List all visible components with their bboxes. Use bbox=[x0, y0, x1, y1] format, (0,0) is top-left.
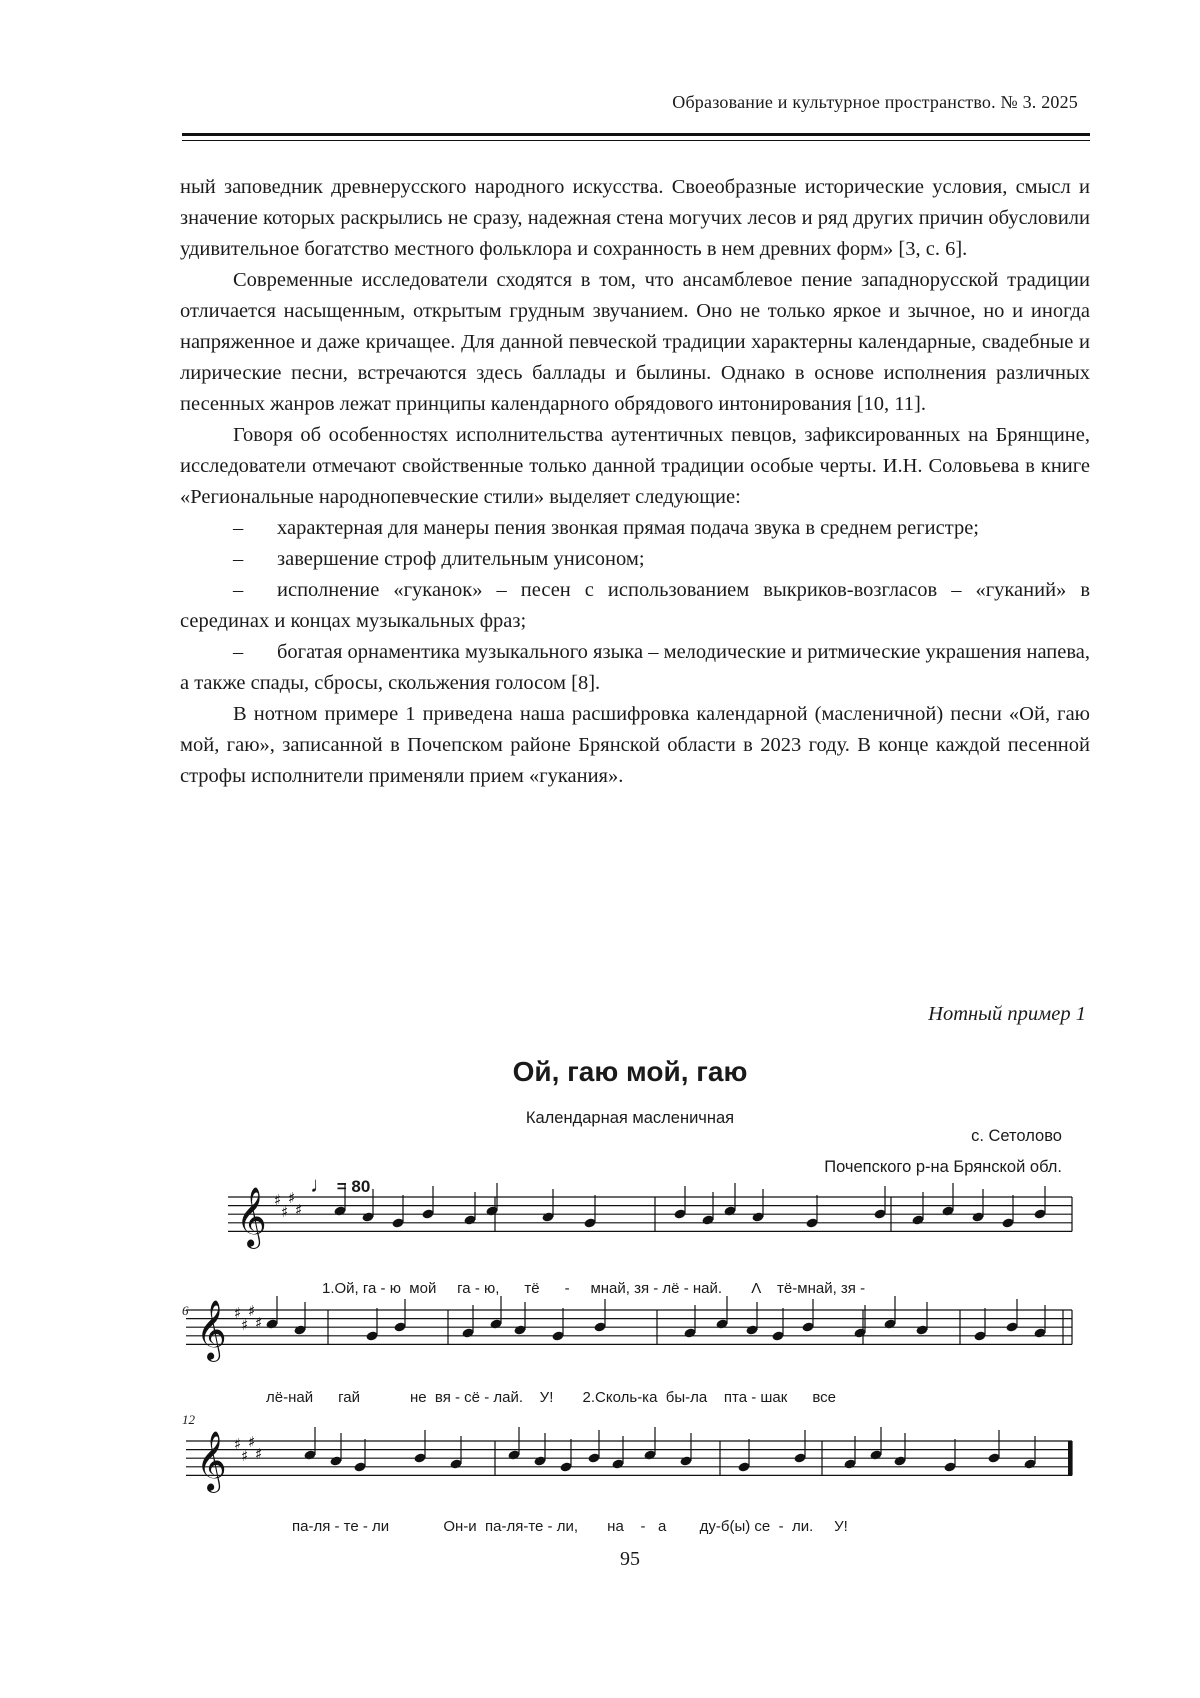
paragraph: Говоря об особенностях исполнительства аутентичных певцов, зафиксированных на Брянщине, исследователи отмечают свойственные только данной традиции особые черты. И.Н. Соловьева в книге «Региональные народнопевческие стили» выделяет следующие: bbox=[180, 424, 1090, 508]
list-item-text: характерная для манеры пения звонкая прямая подача звука в среднем регистре; bbox=[277, 517, 980, 539]
sharp-icon: ♯ bbox=[241, 1447, 249, 1465]
lyrics-line: лё-най гай не вя - сё - лай. У! 2.Сколь-ка бы-ла пта - шак все bbox=[266, 1389, 836, 1406]
recording-place-region: Почепского р-на Брянской обл. bbox=[824, 1158, 1062, 1176]
paragraph: ный заповедник древнерусского народного искусства. Своеобразные исторические условия, смысл и значение которых раскрылись не сразу, надежная стена могучих лесов и ряд других причин обусловили удивительное богатство местного фольклора и сохранность в нем древних форм» [3, с. 6]. bbox=[180, 176, 1090, 260]
sharp-icon: ♯ bbox=[241, 1316, 249, 1334]
dash-marker: – bbox=[233, 517, 244, 539]
sharp-icon: ♯ bbox=[281, 1203, 289, 1221]
lyrics-line: па-ля - те - ли Он-и па-ля-те - ли, на - а ду-б(ы) се - ли. У! bbox=[292, 1518, 848, 1535]
dash-marker: – bbox=[233, 548, 244, 570]
sharp-icon: ♯ bbox=[234, 1435, 242, 1453]
treble-clef-icon: 𝄞 bbox=[196, 1300, 227, 1360]
sharp-icon: ♯ bbox=[248, 1433, 256, 1451]
measure-number: 6 bbox=[182, 1303, 189, 1318]
tempo-value: = 80 bbox=[336, 1177, 371, 1196]
dash-marker: – bbox=[233, 641, 244, 663]
sharp-icon: ♯ bbox=[255, 1445, 263, 1463]
paragraph: В нотном примере 1 приведена наша расшифровка календарной (масленичной) песни «Ой, гаю мой, гаю», записанной в Почепском районе Брянской области в 2023 году. В конце каждой песенной строфы исполнители применяли прием «гукания». bbox=[180, 703, 1090, 787]
sharp-icon: ♯ bbox=[274, 1191, 282, 1209]
list-item-text: исполнение «гуканок» – песен с использованием выкриков-возгласов – «гуканий» в серединах и концах музыкальных фраз; bbox=[180, 579, 1090, 632]
treble-clef-icon: 𝄞 bbox=[236, 1187, 267, 1247]
paragraph: Современные исследователи сходятся в том, что ансамблевое пение западнорусской традиции отличается насыщенным, открытым грудным звучанием. Оно не только яркое и зычное, но и иногда напряженное и даже кричащее. Для данной певческой традиции характерны календарные, свадебные и лирические песни, встречаются здесь баллады и былины. Однако в основе исполнения различных песенных жанров лежат принципы календарного обрядового интонирования [10, 11]. bbox=[180, 269, 1090, 415]
example-label: Нотный пример 1 bbox=[928, 1003, 1086, 1025]
sharp-icon: ♯ bbox=[248, 1302, 256, 1320]
running-head: Образование и культурное пространство. № 3. 2025 bbox=[672, 92, 1078, 112]
sharp-icon: ♯ bbox=[234, 1304, 242, 1322]
list-item-text: завершение строф длительным унисоном; bbox=[277, 548, 645, 570]
quarter-note-icon: ♩ bbox=[310, 1172, 332, 1197]
final-bar-line bbox=[1068, 1441, 1072, 1475]
list-item-text: богатая орнаментика музыкального языка – мелодические и ритмические украшения напева, а также спады, сбросы, скольжения голосом [8]. bbox=[180, 641, 1090, 694]
recording-place: с. Сетолово bbox=[971, 1127, 1062, 1145]
sharp-icon: ♯ bbox=[288, 1189, 296, 1207]
song-genre: Календарная масленичная bbox=[525, 1109, 735, 1127]
dash-marker: – bbox=[233, 579, 244, 601]
page-number: 95 bbox=[620, 1548, 640, 1570]
song-title: Ой, гаю мой, гаю bbox=[512, 1056, 748, 1087]
treble-clef-icon: 𝄞 bbox=[196, 1431, 227, 1491]
measure-number: 12 bbox=[182, 1412, 195, 1427]
sharp-icon: ♯ bbox=[295, 1201, 303, 1219]
lyrics-line: 1.Ой, га - ю мой га - ю, тё - мнай, зя - лё - най. Λ тё-мнай, зя - bbox=[322, 1280, 866, 1297]
sharp-icon: ♯ bbox=[255, 1314, 263, 1332]
